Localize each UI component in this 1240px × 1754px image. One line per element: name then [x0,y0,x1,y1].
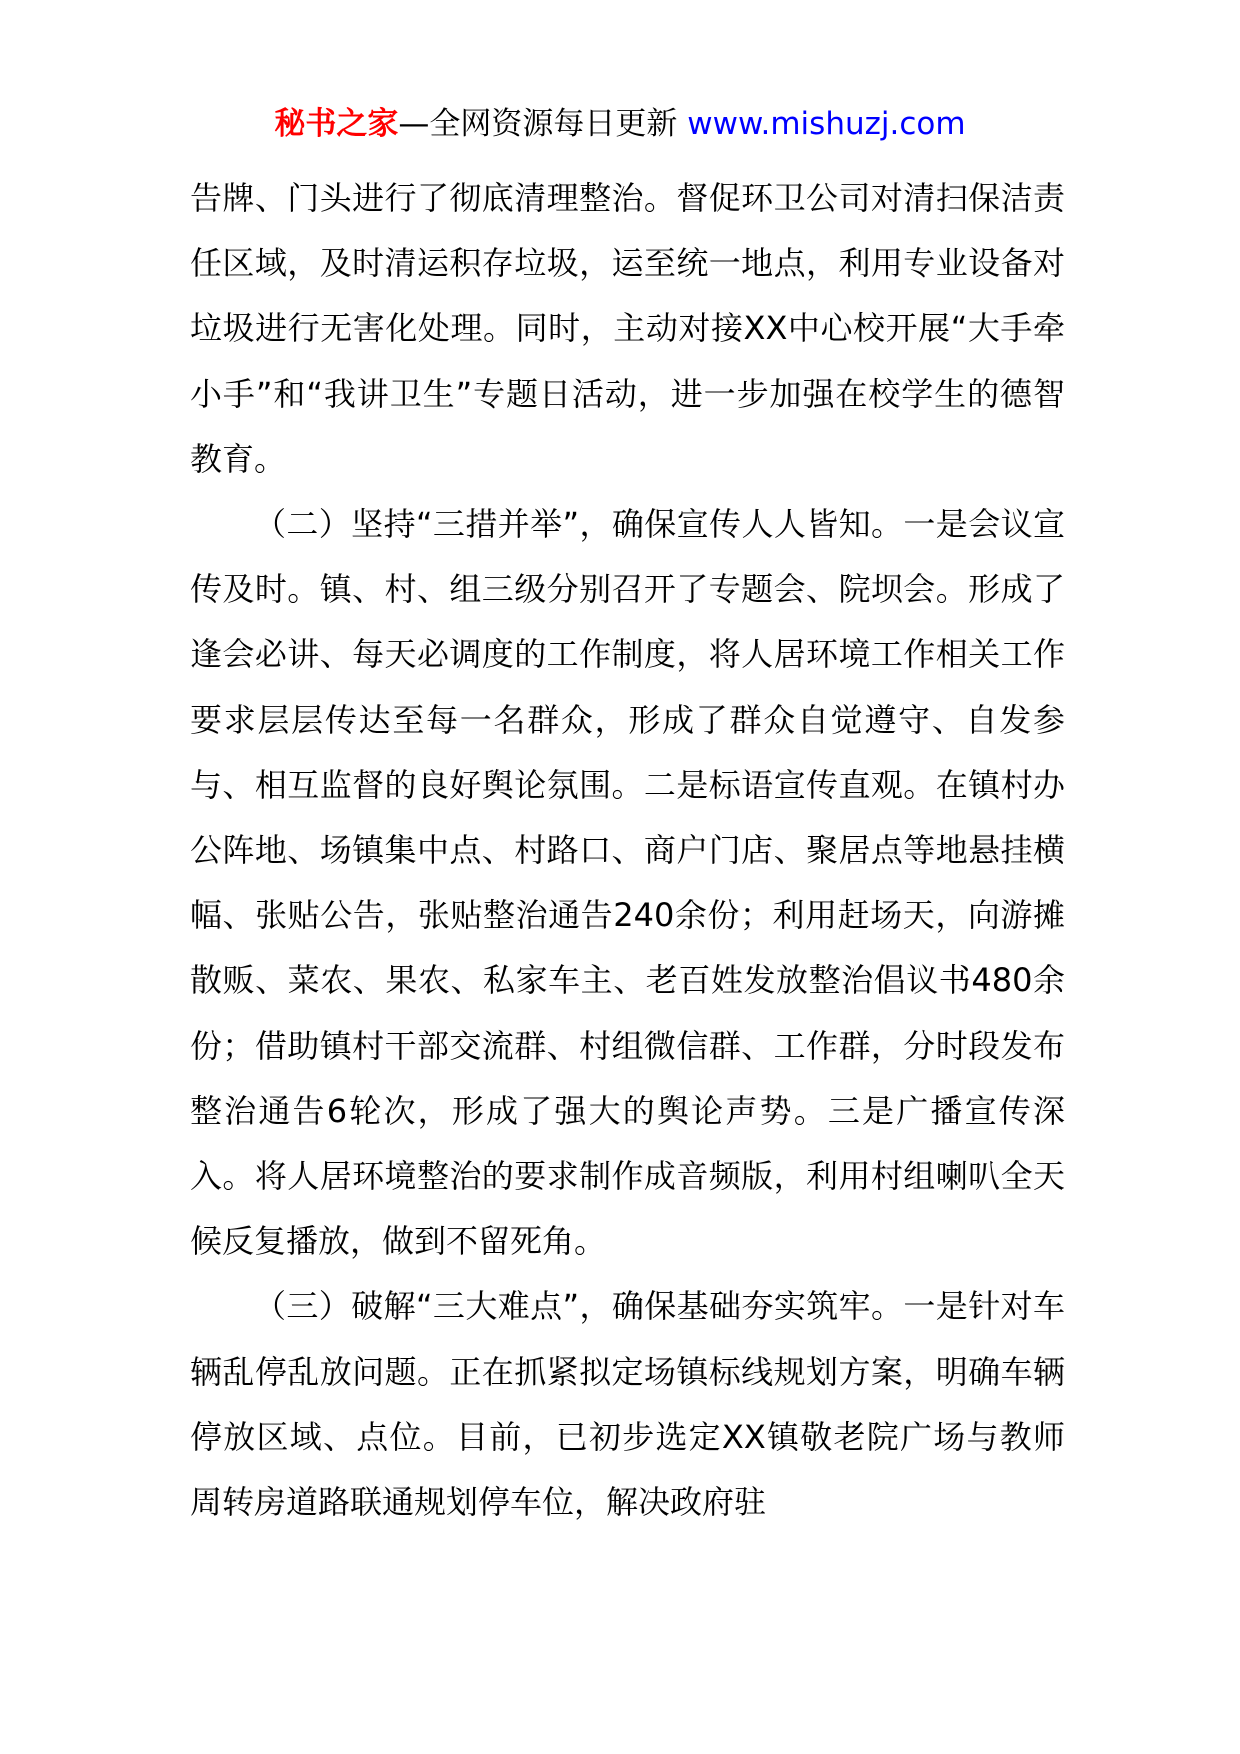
paragraph-section-2: （二）坚持“三措并举”，确保宣传人人皆知。一是会议宣传及时。镇、村、组三级分别召开了专题会、院坝会。形成了逢会必讲、每天必调度的工作制度，将人居环境工作相关工作要求层层传达至每一名群众，形成了群众自觉遵守、自发参与、相互监督的良好舆论氛围。二是标语宣传直观。在镇村办公阵地、场镇集中点、村路口、商户门店、聚居点等地悬挂横幅、张贴公告，张贴整治通告240余份；利用赶场天，向游摊散贩、菜农、果农、私家车主、老百姓发放整治倡议书480余份；借助镇村干部交流群、村组微信群、工作群，分时段发布整治通告6轮次，形成了强大的舆论声势。三是广播宣传深入。将人居环境整治的要求制作成音频版，利用村组喇叭全天候反复播放，做到不留死角。 [190,505,1065,1261]
document-body [190,166,1065,1535]
page-header [0,102,1240,146]
brand-name: 秘书之家 [274,106,399,142]
paragraph-section-3: （三）破解“三大难点”，确保基础夯实筑牢。一是针对车辆乱停乱放问题。正在抓紧拟定场镇标线规划方案，明确车辆停放区域、点位。目前，已初步选定XX镇敬老院广场与教师周转房道路联通规划停车位，解决政府驻 [190,1287,1065,1522]
paragraph-continued: 告牌、门头进行了彻底清理整治。督促环卫公司对清扫保洁责任区域，及时清运积存垃圾，运至统一地点，利用专业设备对垃圾进行无害化处理。同时，主动对接XX中心校开展“大手牵小手”和“我讲卫生”专题日活动，进一步加强在校学生的德智教育。 [190,179,1065,478]
header-tagline: —全网资源每日更新 [398,106,678,142]
website-link[interactable]: www.mishuzj.com [687,106,966,142]
